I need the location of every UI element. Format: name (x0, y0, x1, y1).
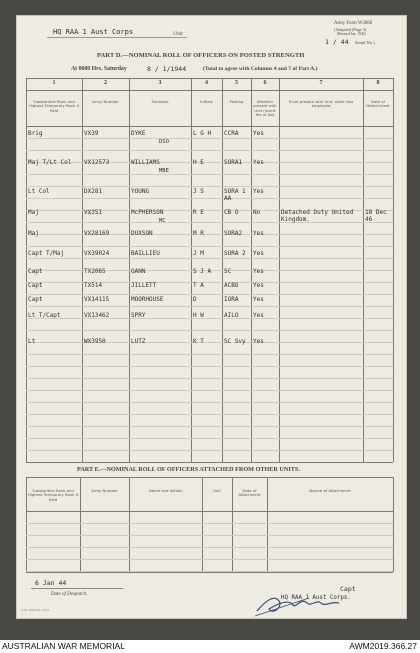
column-header: Posting (229, 99, 244, 104)
printer-note: A.W. 1944 Std. 12-43 (21, 608, 49, 612)
despatch-date-value: 6 Jan 44 (35, 579, 67, 587)
column-header: If not present with Unit, state how employed (288, 99, 354, 109)
initials-cell: H E (193, 159, 204, 166)
posting-cell: ACBO (224, 282, 239, 289)
employment-cell: Detached Duty United Kingdom. (281, 209, 354, 223)
signature-unit: HQ RAA 1 Aust Corps. (281, 595, 351, 601)
rank-cell: Brig (28, 130, 43, 137)
document-page (16, 15, 407, 619)
serial-value: 1 / 44 (325, 38, 349, 46)
rank-cell: Maj (28, 230, 39, 237)
detachment-date-cell: 18 Dec 46 (365, 209, 387, 223)
initials-cell: L G H (193, 130, 212, 137)
rank-cell: Maj (28, 209, 39, 216)
unit-underline (47, 37, 187, 38)
surname-cell: GANN (131, 268, 146, 275)
part-e-ruled-line (26, 559, 393, 560)
initials-cell: D (193, 296, 197, 303)
archive-footer (0, 640, 420, 653)
surname-cell: MOORHOUSE (131, 296, 164, 303)
form-adapted: (Adapted) (Page 3) (334, 27, 367, 32)
army-number-cell: VX39 (84, 130, 99, 137)
form-number: Army Form W3068 (334, 21, 373, 26)
column-number: 3 (158, 80, 162, 86)
rank-cell: Lt (28, 338, 36, 345)
rank-cell: Capt (28, 296, 43, 303)
posting-cell: SORA 1 AA (224, 188, 246, 202)
present-cell: Yes (253, 296, 264, 303)
part-e-column-header: Unit (213, 488, 221, 493)
surname-cell: SPRY (131, 312, 146, 319)
surname-cell: WILLIAMS (131, 159, 160, 166)
initials-cell: M R (193, 230, 204, 237)
present-cell: Yes (253, 159, 264, 166)
surname-cell: YOUNG (131, 188, 150, 195)
serial-label: Serial No.) (355, 40, 375, 45)
honours-cell: MBE (159, 168, 169, 174)
despatch-underline (31, 588, 123, 589)
initials-cell: R E (193, 209, 204, 216)
archive-name: AUSTRALIAN WAR MEMORIAL (2, 641, 125, 651)
army-number-cell: VX28169 (84, 230, 110, 237)
surname-cell: LUTZ (131, 338, 146, 345)
column-number: 2 (104, 80, 107, 86)
signature-rank: Capt (340, 585, 356, 593)
present-cell: Yes (253, 250, 264, 257)
table-ruled-line (26, 354, 393, 355)
initials-cell: J S (193, 188, 204, 195)
column-header: Surname (151, 99, 169, 104)
table-column-rule (393, 78, 394, 462)
army-number-cell: TX514 (84, 282, 103, 289)
rank-cell: Lt Col (28, 188, 50, 195)
present-cell: Yes (253, 230, 264, 237)
unit-label: Unit (173, 31, 183, 37)
present-cell: Yes (253, 130, 264, 137)
surname-cell: DYKE (131, 130, 146, 137)
column-header: Date of Detachment (366, 99, 390, 109)
table-ruled-line (26, 138, 393, 139)
posting-cell: CB O (224, 209, 239, 216)
rank-cell: Maj T/Lt Col (28, 159, 72, 166)
initials-cell: K T (193, 338, 204, 345)
table-ruled-line (26, 450, 393, 451)
column-header: Initials (200, 99, 213, 104)
column-number: 5 (235, 80, 238, 86)
part-e-header-line (26, 511, 393, 512)
present-cell: Yes (253, 268, 264, 275)
posting-cell: SORA1 (224, 159, 243, 166)
part-d-at-prefix: At 0600 Hrs. Saturday (71, 66, 127, 72)
initials-cell: J M (193, 250, 204, 257)
column-header: Substantive Rank and Highest Temporary Rank if Held (28, 99, 80, 113)
posting-cell: SORA2 (224, 230, 243, 237)
present-cell: Yes (253, 338, 264, 345)
table-ruled-line (26, 390, 393, 391)
posting-cell: SORA 2 (224, 250, 246, 257)
part-e-ruled-line (26, 571, 393, 572)
table-ruled-line (26, 174, 393, 175)
part-e-column-header: Nature of Attachment (309, 488, 351, 493)
rank-cell: Capt (28, 268, 43, 275)
rank-cell: Lt T/Capt (28, 312, 61, 319)
rank-cell: Capt T/Maj (28, 250, 65, 257)
present-cell: Yes (253, 282, 264, 289)
present-cell: Yes (253, 188, 264, 195)
table-ruled-line (26, 378, 393, 379)
table-ruled-line (26, 306, 393, 307)
part-d-date: 8 / 1/1944 (147, 65, 187, 73)
part-e-column-header: Substantive Rank and Highest Temporary Rank if Held (27, 488, 79, 502)
initials-cell: H W (193, 312, 204, 319)
table-ruled-line (26, 186, 393, 187)
army-number-cell: TX2065 (84, 268, 106, 275)
unit-value: HQ RAA 1 Aust Corps (53, 28, 134, 36)
surname-cell: DUXSON (131, 230, 153, 237)
part-d-title: PART D.—NOMINAL ROLL OF OFFICERS ON POSTED STRENGTH (97, 52, 305, 59)
column-header: Whether present with Unit (Insert Yes or No) (253, 99, 277, 118)
table-ruled-line (26, 438, 393, 439)
table-ruled-line (26, 198, 393, 199)
initials-cell: S J A (193, 268, 212, 275)
army-number-cell: VX351 (84, 209, 103, 216)
table-ruled-line (26, 402, 393, 403)
column-number: 6 (263, 80, 267, 86)
posting-cell: AILO (224, 312, 239, 319)
present-cell: Yes (253, 312, 264, 319)
posting-cell: CCRA (224, 130, 239, 137)
column-number: 8 (376, 80, 380, 86)
column-header: Army Number (92, 99, 119, 104)
posting-cell: IORA (224, 296, 239, 303)
army-number-cell: VX13462 (84, 312, 110, 319)
part-e-column-rule (393, 477, 394, 572)
table-ruled-line (26, 294, 393, 295)
despatch-label: Date of Despatch. (51, 592, 88, 597)
table-ruled-line (26, 366, 393, 367)
initials-cell: T A (193, 282, 204, 289)
army-number-cell: DX281 (84, 188, 103, 195)
table-ruled-line (26, 150, 393, 151)
archive-reference: AWM2019.366.27 (349, 641, 417, 651)
part-e-column-header: Army Number (91, 488, 118, 493)
part-e-ruled-line (26, 547, 393, 548)
surname-cell: BAILLIEU (131, 250, 160, 257)
posting-cell: SC Svy (224, 338, 246, 345)
form-revised: (Revised Jan. 1943) (337, 32, 366, 36)
table-ruled-line (26, 246, 393, 247)
part-d-total-note: (Total to agree with Columns 4 and 7 of Part A.) (203, 66, 318, 72)
honours-cell: MC (159, 218, 166, 224)
present-cell: No (253, 209, 261, 216)
part-e-border-bottom (26, 572, 393, 573)
army-number-cell: VX12573 (84, 159, 110, 166)
column-number: 4 (205, 80, 208, 86)
part-e-ruled-line (26, 523, 393, 524)
table-ruled-line (26, 414, 393, 415)
handwritten-signature (249, 589, 359, 619)
part-e-title: PART E.—NOMINAL ROLL OF OFFICERS ATTACHED FROM OTHER UNITS. (77, 466, 300, 473)
army-number-cell: VX39024 (84, 250, 110, 257)
part-e-column-header: Name and Initials (148, 488, 183, 493)
honours-cell: DSO (159, 139, 169, 145)
army-number-cell: WX3950 (84, 338, 106, 345)
column-number: 1 (52, 80, 56, 86)
table-ruled-line (26, 258, 393, 259)
table-ruled-line (26, 330, 393, 331)
part-e-border-top (26, 477, 393, 478)
part-e-ruled-line (26, 535, 393, 536)
table-ruled-line (26, 426, 393, 427)
part-e-column-header: Date of Attachment (238, 488, 261, 498)
column-number: 7 (319, 80, 323, 86)
posting-cell: SC (224, 268, 232, 275)
surname-cell: McPHERSON (131, 209, 164, 216)
rank-cell: Capt (28, 282, 43, 289)
army-number-cell: VX14115 (84, 296, 110, 303)
surname-cell: JILLETT (131, 282, 157, 289)
table-border-bottom (26, 462, 393, 463)
